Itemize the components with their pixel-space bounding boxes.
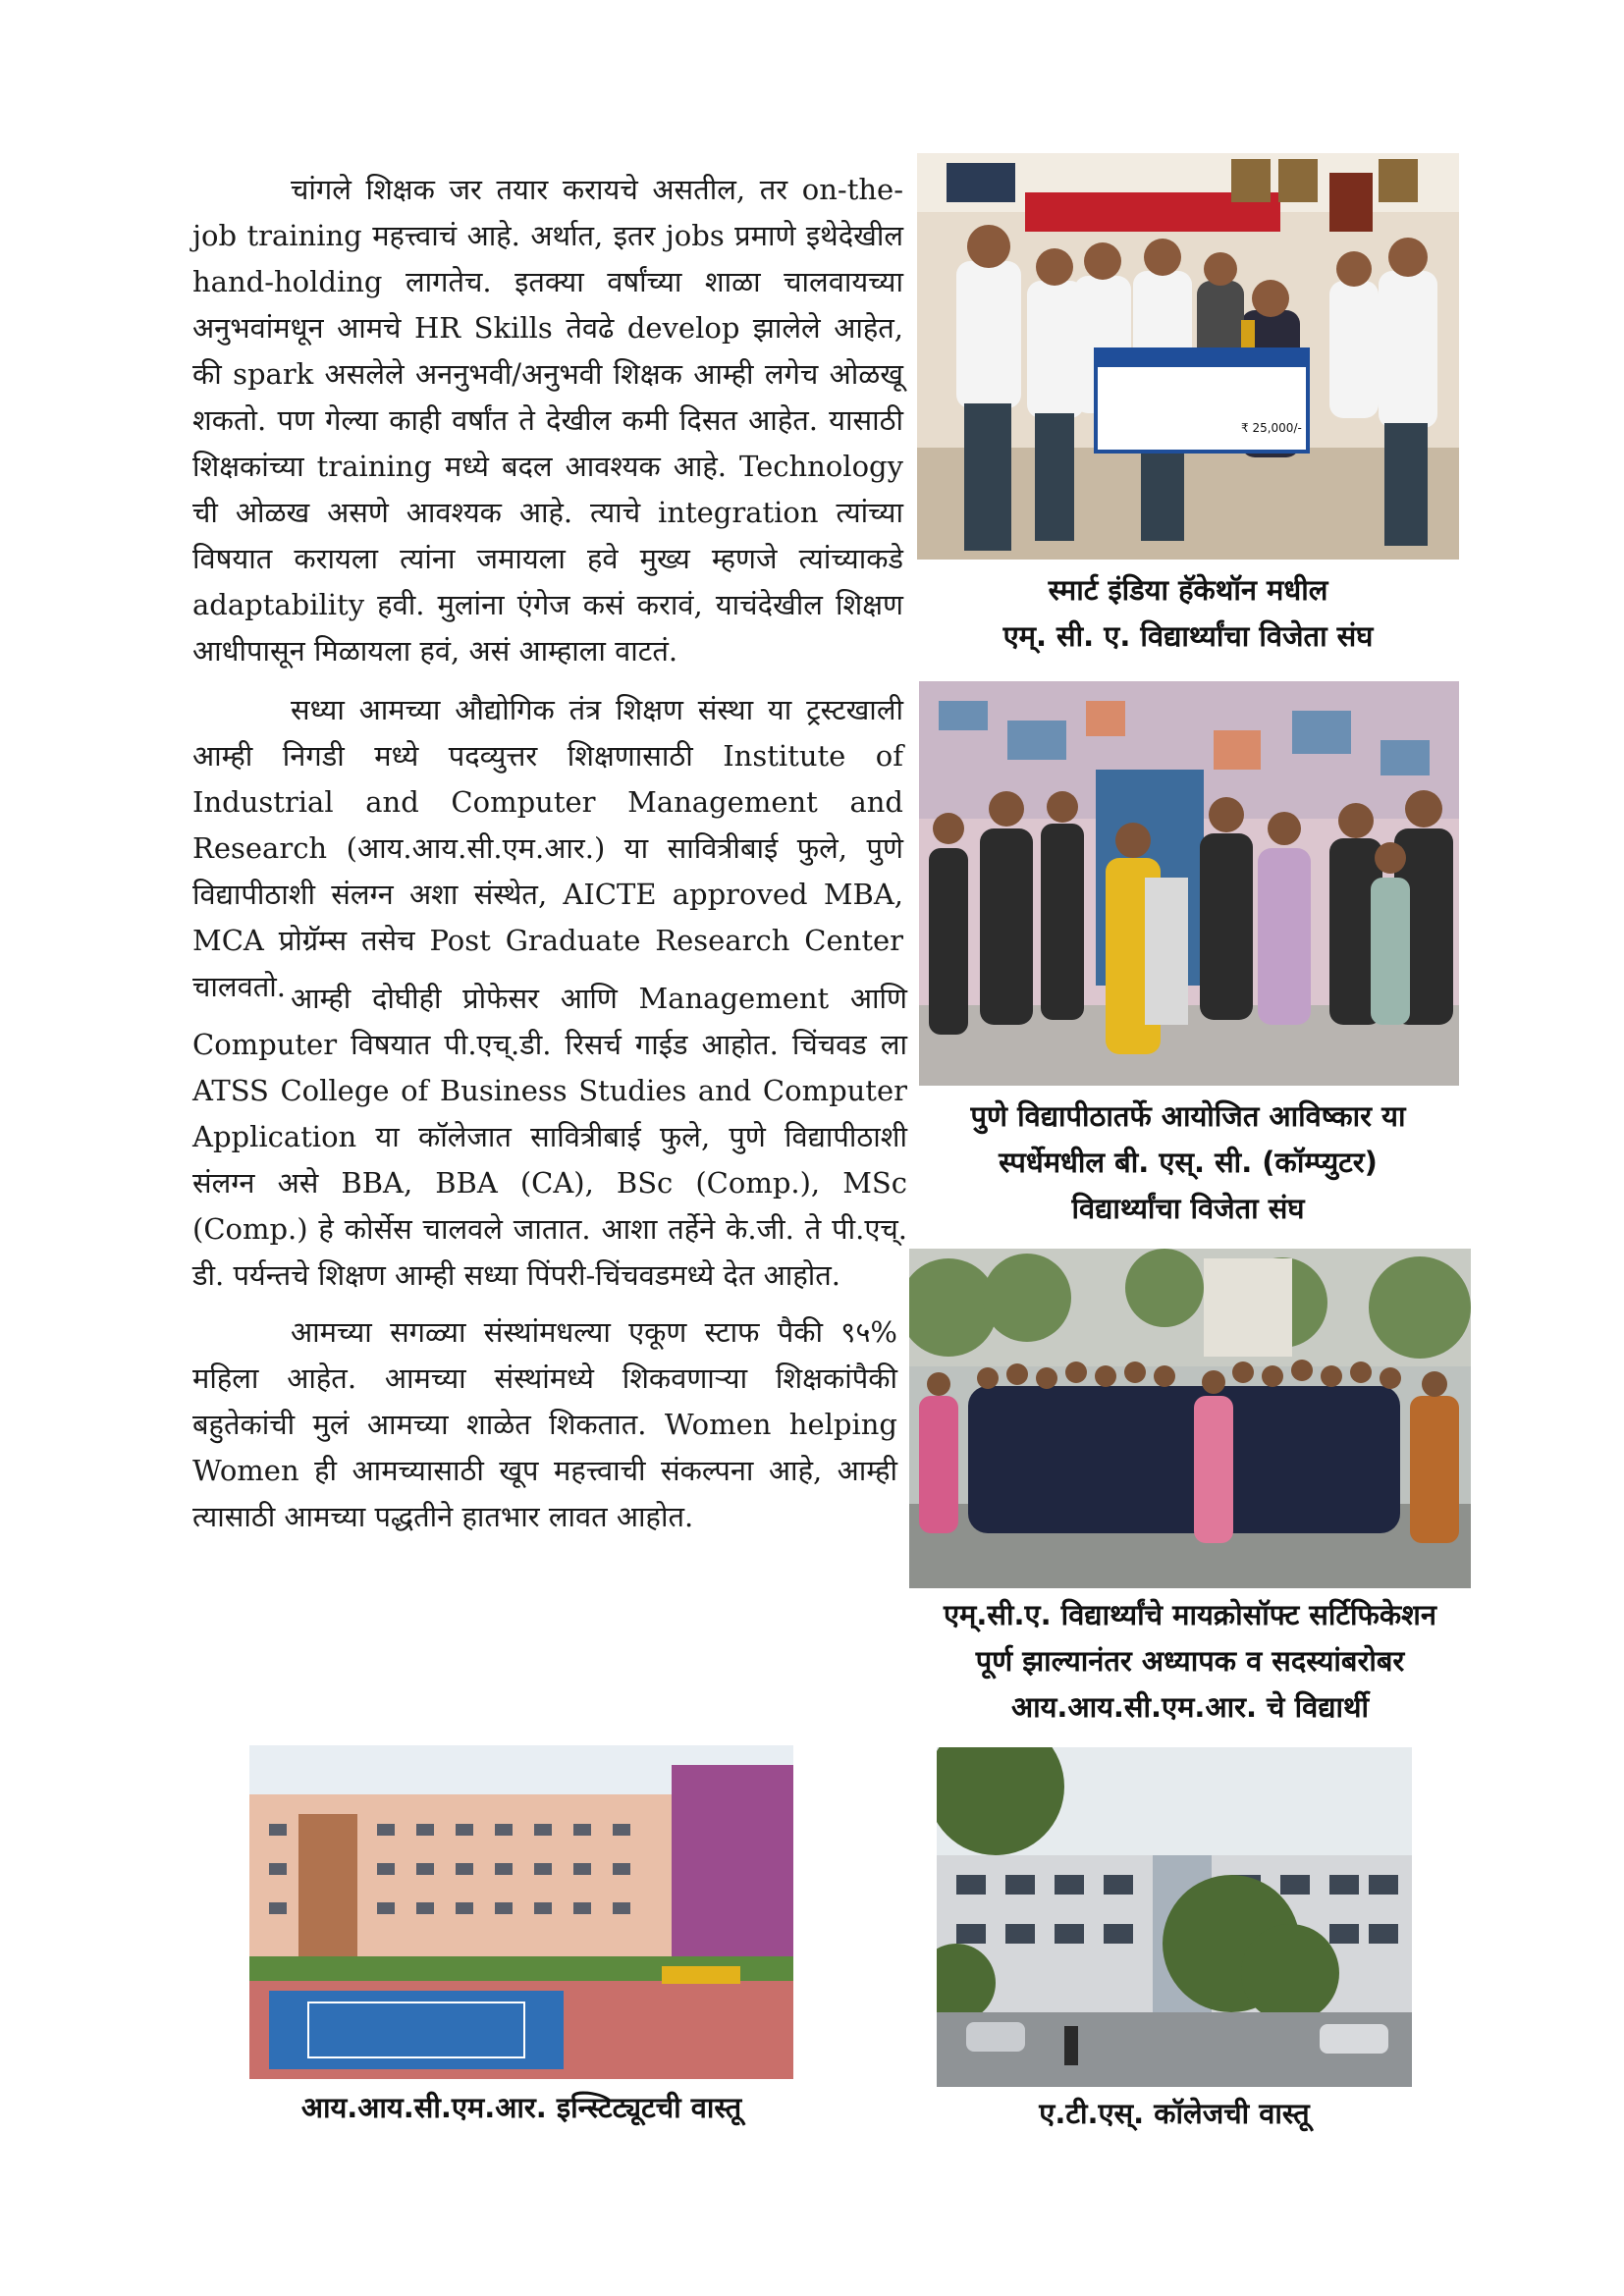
paragraph-2: सध्या आमच्या औद्योगिक तंत्र शिक्षण संस्था या ट्रस्टखाली आम्ही निगडी मध्ये पदव्युत्तर शिक्षणासाठी Institute of Industrial and Computer Management and Research (आय.आय.सी.एम.आर.) या सावित्रीबाई फुले, पुणे विद्यापीठाशी संलग्न अशा संस्थेत, AICTE approved MBA, MCA प्रोग्रॅम्स तसेच Post Graduate Research Center चालवतो.: [192, 693, 903, 1003]
microsoft-caption-line-1: एम्.सी.ए. विद्यार्थ्यांचे मायक्रोसॉफ्ट सर्टिफिकेशन: [944, 1598, 1436, 1631]
microsoft-caption-line-3: आय.आय.सी.एम.आर. चे विद्यार्थी: [1010, 1690, 1370, 1724]
avishkar-caption-line-1: पुणे विद्यापीठातर्फे आयोजित आविष्कार या: [970, 1099, 1406, 1133]
microsoft-group-photo: [909, 1249, 1471, 1588]
iicmr-building-photo: [249, 1745, 793, 2079]
avishkar-caption-line-3: विद्यार्थ्यांचा विजेता संघ: [1071, 1192, 1305, 1225]
avishkar-photo: [919, 681, 1459, 1086]
paragraph-1: चांगले शिक्षक जर तयार करायचे असतील, तर on-the-job training महत्त्वाचं आहे. अर्थात, इतर jobs प्रमाणे इथेदेखील hand-holding लागतेच. इतक्या वर्षांच्या शाळा चालवायच्या अनुभवांमधून आमचे HR Skills तेवढे develop झालेले आहेत, की spark असलेले अननुभवी/अनुभवी शिक्षक आम्ही लगेच ओळखू शकतो. पण गेल्या काही वर्षांत ते देखील कमी दिसत आहेत. यासाठी शिक्षकांच्या training मध्ये बदल आवश्यक आहे. Technology ची ओळख असणे आवश्यक आहे. त्याचे integration त्यांच्या विषयात करायला त्यांना जमायला हवे मुख्य म्हणजे त्यांच्याकडे adaptability हवी. मुलांना एंगेज कसं करावं, याचंदेखील शिक्षण आधीपासून मिळायला हवं, असं आम्हाला वाटतं.: [192, 173, 903, 667]
microsoft-caption: [890, 1592, 1490, 1731]
hackathon-photo: [917, 153, 1459, 560]
ats-building-caption: [937, 2091, 1412, 2137]
paragraph-3: आम्ही दोघीही प्रोफेसर आणि Management आणि Computer विषयात पी.एच्.डी. रिसर्च गाईड आहोत. चिंचवड ला ATSS College of Business Studies and Computer Application या कॉलेजात सावित्रीबाई फुले, पुणे विद्यापीठाशी संलग्न असे BBA, BBA (CA), BSc (Comp.), MSc (Comp.) हे कोर्सेस चालवले जातात. आशा तर्हेने के.जी. ते पी.एच्. डी. पर्यन्तचे शिक्षण आम्ही सध्या पिंपरी-चिंचवडमध्ये देत आहोत.: [192, 982, 907, 1292]
hackathon-caption-line-1: स्मार्ट इंडिया हॅकेथॉन मधील: [1048, 573, 1328, 607]
ats-building-caption-line-1: ए.टी.एस्. कॉलेजची वास्तू: [1039, 2097, 1310, 2130]
cheque-amount: ₹ 25,000/-: [1241, 421, 1302, 435]
ats-building-photo: [937, 1747, 1412, 2087]
paragraph-4: आमच्या सगळ्या संस्थांमधल्या एकूण स्टाफ पैकी ९५% महिला आहेत. आमच्या संस्थांमध्ये शिकवणाऱ्या शिक्षकांपैकी बहुतेकांची मुलं आमच्या शाळेत शिकतात. Women helping Women ही आमच्यासाठी खूप महत्त्वाची संकल्पना आहे, आम्ही त्यासाठी आमच्या पद्धतीने हातभार लावत आहोत.: [192, 1315, 897, 1533]
microsoft-caption-line-2: पूर्ण झाल्यानंतर अध्यापक व सदस्यांबरोबर: [975, 1644, 1405, 1678]
iicmr-building-caption: [226, 2085, 817, 2131]
iicmr-building-caption-line-1: आय.आय.सी.एम.आर. इन्स्टिट्यूटची वास्तू: [300, 2091, 742, 2124]
avishkar-caption-line-2: स्पर्धेमधील बी. एस्. सी. (कॉम्प्युटर): [999, 1146, 1378, 1179]
hackathon-caption: [917, 567, 1459, 660]
hackathon-caption-line-2: एम्. सी. ए. विद्यार्थ्यांचा विजेता संघ: [1002, 619, 1374, 653]
avishkar-caption: [913, 1094, 1463, 1232]
